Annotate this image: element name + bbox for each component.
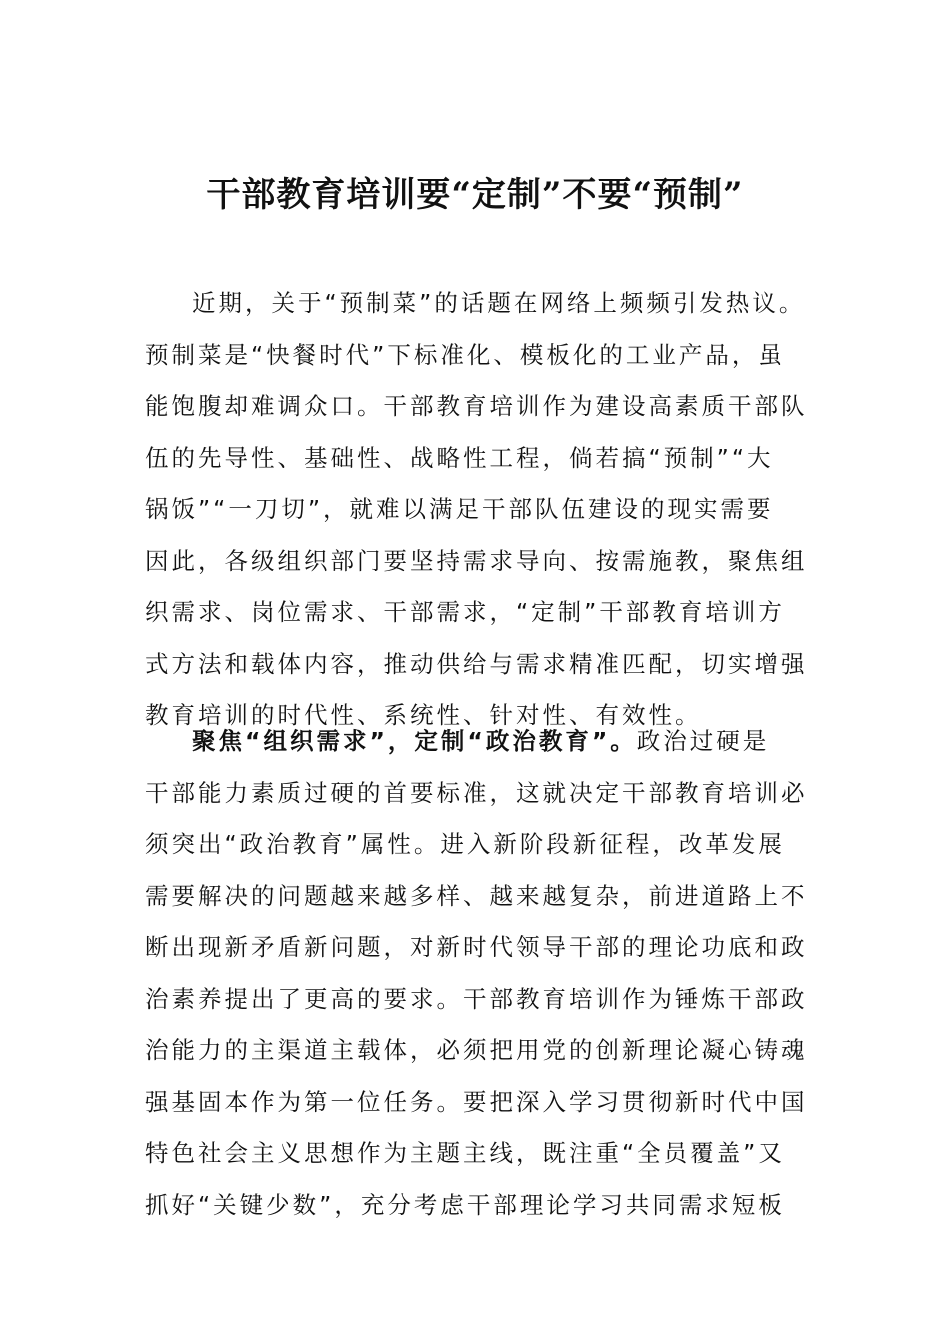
- paragraph-line: 抓好“关键少数”，充分考虑干部理论学习共同需求短板: [145, 1190, 785, 1219]
- paragraph-line: 伍的先导性、基础性、战略性工程，倘若搞“预制”“大: [145, 443, 774, 472]
- paragraph-line: 式方法和载体内容，推动供给与需求精准匹配，切实增强: [145, 649, 808, 678]
- paragraph-intro: [145, 278, 810, 742]
- paragraph-line: 因此，各级组织部门要坚持需求导向、按需施教，聚焦组: [145, 546, 808, 575]
- paragraph-line: 教育培训的时代性、系统性、针对性、有效性。: [145, 701, 702, 729]
- document-title: 干部教育培训要“定制”不要“预制”: [206, 175, 744, 215]
- paragraph-line: 需要解决的问题越来越多样、越来越复杂，前进道路上不: [145, 881, 808, 910]
- paragraph-line: 治能力的主渠道主载体，必须把用党的创新理论凝心铸魂: [145, 1036, 808, 1064]
- paragraph-line: 织需求、岗位需求、干部需求，“定制”干部教育培训方: [145, 598, 785, 626]
- paragraph-line: 断出现新矛盾新问题，对新时代领导干部的理论功底和政: [145, 933, 808, 961]
- paragraph-line: 能饱腹却难调众口。干部教育培训作为建设高素质干部队: [145, 392, 808, 420]
- paragraph-line: 干部能力素质过硬的首要标准，这就决定干部教育培训必: [145, 778, 808, 807]
- paragraph-line: 治素养提出了更高的要求。干部教育培训作为锤炼干部政: [145, 984, 808, 1013]
- paragraph-line: 预制菜是“快餐时代”下标准化、模板化的工业产品，虽: [145, 340, 785, 369]
- paragraph-line: 须突出“政治教育”属性。进入新阶段新征程，改革发展: [145, 830, 785, 858]
- paragraph-line: 强基固本作为第一位任务。要把深入学习贯彻新时代中国: [145, 1087, 808, 1116]
- section-heading: 聚焦“组织需求”，定制“政治教育”。: [192, 727, 637, 755]
- paragraph-first-line: [145, 716, 810, 768]
- paragraph-line: 近期，关于“预制菜”的话题在网络上频频引发热议。: [192, 289, 806, 317]
- paragraph-line: 锅饭”“一刀切”，就难以满足干部队伍建设的现实需要: [145, 495, 774, 523]
- paragraph-line-rest: 政治过硬是: [636, 727, 770, 755]
- paragraph-line: 特色社会主义思想作为主题主线，既注重“全员覆盖”又: [145, 1139, 785, 1167]
- paragraph-organization-needs: [145, 716, 810, 1231]
